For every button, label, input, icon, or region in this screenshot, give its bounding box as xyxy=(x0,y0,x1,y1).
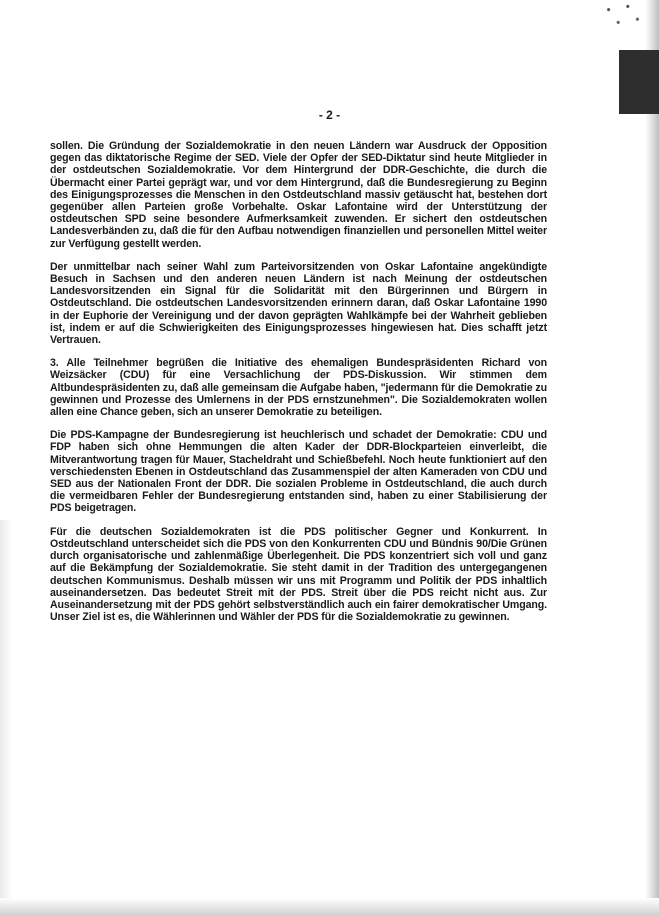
paragraph: sollen. Die Gründung der Sozialdemokratie in den neuen Ländern war Ausdruck der Opposition gegen das diktatorische Regime der SED. Viele der Opfer der SED-Diktatur sind heute Mitglieder in der ostdeutschen Sozialdemokratie. Vor dem Hintergrund der DDR-Geschichte, die durch die Übermacht einer Partei geprägt war, und vor dem Hintergrund, daß die Bundesregierung zu Beginn des Einigungsprozesses die Menschen in den Ostdeutschland massiv getäuscht hat, bestehen dort gegenüber allen Parteien große Vorbehalte. Oskar Lafontaine wird der Unterstützung der ostdeutschen SPD seine besondere Aufmerksamkeit zuwenden. Er sichert den ostdeutschen Landesverbänden zu, daß die für den Aufbau notwendigen finanziellen und personellen Mittel weiter zur Verfügung gestellt werden. xyxy=(50,140,547,250)
scan-noise xyxy=(599,0,647,32)
document-body xyxy=(50,140,547,634)
page-number: - 2 - xyxy=(318,108,341,122)
scan-edge-left xyxy=(0,520,12,916)
paragraph: Für die deutschen Sozialdemokraten ist die PDS politischer Gegner und Konkurrent. In Ostdeutschland unterscheidet sich die PDS von den Konkurrenten CDU und Bündnis 90/Die Grünen durch organisatorische und zahlenmäßige Überlegenheit. Die PDS konzentriert sich voll und ganz auf die Bekämpfung der Sozialdemokratie. Sie steht damit in der Tradition des untergegangenen deutschen Kommunismus. Deshalb müssen wir uns mit Programm und Politik der PDS inhaltlich auseinandersetzen. Das bedeutet Streit mit der PDS. Streit über die PDS reicht nicht aus. Zur Auseinandersetzung mit der PDS gehört selbstverständlich auch ein fairer demokratischer Umgang. Unser Ziel ist es, die Wählerinnen und Wähler der PDS für die Sozialdemokratie zu gewinnen. xyxy=(50,525,547,624)
scan-edge-right xyxy=(645,0,659,916)
paragraph: Die PDS-Kampagne der Bundesregierung ist heuchlerisch und schadet der Demokratie: CDU und FDP haben sich ohne Hemmungen die alten Kader der DDR-Blockparteien einverleibt, die Mitverantwortung tragen für Mauer, Stacheldraht und Schießbefehl. Noch heute funktioniert auf den verschiedensten Ebenen in Ostdeutschland das Zusammenspiel der alten Kameraden von CDU und SED aus der Nationalen Front der DDR. Die sozialen Probleme in Ostdeutschland, die auch durch die vermeidbaren Fehler der Bundesregierung entstanden sind, haben zu einer Stabilisierung der PDS beigetragen. xyxy=(50,429,547,515)
scan-edge-bottom xyxy=(0,898,659,916)
paragraph: Der unmittelbar nach seiner Wahl zum Parteivorsitzenden von Oskar Lafontaine angekündigte Besuch in Sachsen und den anderen neuen Ländern ist nach Meinung der ostdeutschen Landesvorsitzenden ein Signal für die Solidarität mit den Bürgerinnen und Bürgern in Ostdeutschland. Die ostdeutschen Landesvorsitzenden erinnern daran, daß Oskar Lafontaine 1990 in der Euphorie der Vereinigung und der davon geprägten Wahlkämpfe bei der Wahrheit geblieben ist, indem er auf die Schwierigkeiten des Einigungsprozesses hingewiesen hat. Dies schafft jetzt Vertrauen. xyxy=(50,260,547,347)
scan-dark-block xyxy=(619,50,659,114)
paragraph: 3. Alle Teilnehmer begrüßen die Initiative des ehemaligen Bundespräsidenten Richard von Weizsäcker (CDU) für eine Versachlichung der PDS-Diskussion. Wir stimmen dem Altbundespräsidenten zu, daß alle gemeinsam die Aufgabe haben, "jedermann für die Demokratie zu gewinnen und Prozesse des Umlernens in der PDS ernstzunehmen". Die Sozialdemokraten wollen allen eine Chance geben, sich an unserer Demokratie zu beteiligen. xyxy=(50,357,547,419)
